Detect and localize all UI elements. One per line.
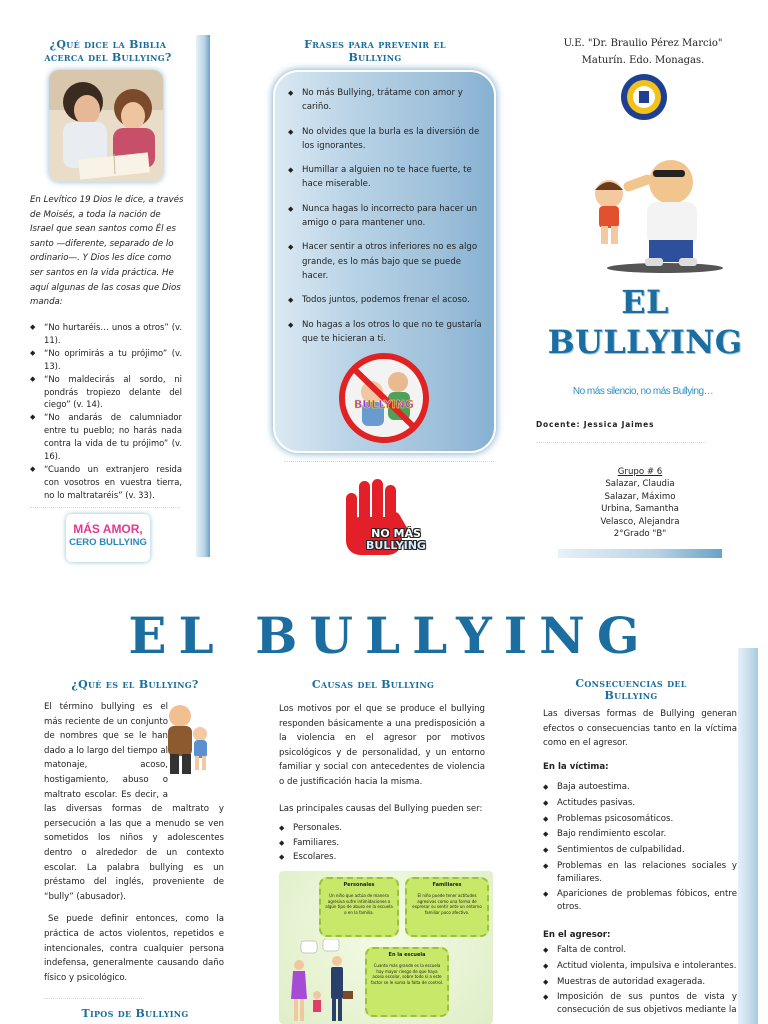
page-banner: EL BULLYING <box>128 606 652 665</box>
panel1-divider <box>30 507 180 508</box>
list-item: ◆ Escolares. <box>279 850 479 865</box>
group-member: Velasco, Alejandra <box>600 516 680 527</box>
causas-diagram <box>279 871 493 1024</box>
group-member: Salazar, Máximo <box>604 491 676 502</box>
list-item: ◆ Problemas psicosomáticos. <box>543 813 737 826</box>
list-item: ◆ Personales. <box>279 821 479 836</box>
logo-line1: MÁS AMOR, <box>73 522 143 536</box>
mas-amor-logo <box>66 514 150 562</box>
diagram-box-familiares <box>405 877 489 937</box>
group-member: Urbina, Samantha <box>601 504 679 515</box>
list-item: ◆ No más Bullying, trátame con amor y cariño. <box>288 86 483 115</box>
group-title: Grupo # 6 <box>617 467 663 477</box>
teacher-name: Docente: Jessica Jaimes <box>536 420 655 429</box>
list-item: ◆ Muestras de autoridad exagerada. <box>543 976 737 989</box>
list-item: ◆ Bajo rendimiento escolar. <box>543 828 737 841</box>
diagram-box-text: El niño puede tener actitudes agresivas como una forma de expresar su sentir ante un entorno familiar poco afectivo. <box>412 893 482 915</box>
diagram-box-escuela <box>365 947 449 1017</box>
diagram-box-title: En la escuela <box>388 952 426 958</box>
list-item: ◆ “No hurtaréis… unos a otros” (v. 11). <box>30 321 182 347</box>
list-item: ◆ Todos juntos, podemos frenar el acoso. <box>288 293 483 307</box>
bullying-line: BULLYING <box>366 539 426 552</box>
list-item: ◆ Sentimientos de culpabilidad. <box>543 844 737 857</box>
diagram-box-title: Personales <box>343 882 375 888</box>
agresor-title: En el agresor: <box>543 930 611 940</box>
list-item: ◆ “Cuando un extranjero resida con vosotros en vuestra tierra, no lo maltrataréis” (v. 33). <box>30 463 182 502</box>
slogan: No más silencio, no más Bullying… <box>572 386 714 397</box>
list-item: ◆ Actitud violenta, impulsiva e intolerantes. <box>543 960 737 973</box>
causas-title: Causas del Bullying <box>311 678 435 691</box>
que-es-paragraph1: El término bullying es el más reciente de un conjunto de nombres que se le han dado a lo largo del tiempo al matonaje, acoso, hostigamiento, abuso o maltrato escolar. Es decir, a las diversas formas de maltrato y persecución a las que a menudo se ven sometidos los niños y adolescentes dentro o alrededor de un contexto escolar. La palabra bullying es un préstamo del inglés, proveniente de “bully” (abusador). <box>44 702 224 902</box>
panel1-side-bar <box>196 35 210 557</box>
agresor-list <box>543 944 737 1017</box>
group-member: Salazar, Claudia <box>605 479 675 490</box>
right-side-bar <box>738 648 758 1024</box>
list-item: ◆ Imposición de sus puntos de vista y consecución de sus objetivos mediante la <box>543 991 737 1016</box>
sign-label: BULLYING <box>354 398 414 411</box>
list-item: ◆ Humillar a alguien no te hace fuerte, te hace miserable. <box>288 163 483 192</box>
panel1-intro: En Levítico 19 Dios le dice, a través de Moisés, a toda la nación de Israel que sean santos como Él es santo —diferente, separado de lo ordinario—. Y Dios les dice como ser santos en la vida práctica. He aquí algunas de las cosas que Dios manda: <box>30 195 184 308</box>
no-mas-bullying-label <box>352 528 440 552</box>
cover-title-line1: EL <box>621 283 669 321</box>
diagram-box-text: Cuanto más grande es la escuela hay mayor riesgo de que haya acoso escolar, sobre todo si a este factor se le suma la falta de control. <box>370 963 444 985</box>
panel2-title: Frases para prevenir el Bullying <box>304 38 446 64</box>
diagram-box-personales <box>319 877 399 937</box>
school-name: U.E. "Dr. Braulio Pérez Marcio" <box>563 38 723 49</box>
group-grade: 2°Grado "B" <box>613 529 667 540</box>
panel3-bottom-bar <box>558 549 722 558</box>
bully-cartoon <box>583 150 723 274</box>
que-es-title: ¿Qué es el Bullying? <box>71 678 199 691</box>
causas-paragraph1: Los motivos por el que se produce el bullying responden básicamente a una predisposición a la violencia en el agresor por motivos psicológicos y de personalidad, y un entorno familiar y social con antecedentes de violencia o de justificación hacia la misma. <box>279 704 485 787</box>
causas-paragraph2: Las principales causas del Bullying pueden ser: <box>279 804 483 814</box>
que-es-text <box>44 700 224 985</box>
consecuencias-intro: Las diversas formas de Bullying generan efectos o consecuencias tanto en la víctima como en el agresor. <box>543 709 737 749</box>
list-item: ◆ Falta de control. <box>543 944 737 957</box>
list-item: ◆ “No oprimirás a tu prójimo” (v. 13). <box>30 347 182 373</box>
diagram-box-title: Familiares <box>432 882 462 888</box>
victima-list <box>543 781 737 913</box>
list-item: ◆ Familiares. <box>279 836 479 851</box>
phrases-list <box>288 86 483 346</box>
diagram-box-text: Un niño que actúa de manera agresiva sufre intimidaciones o algún tipo de abuso en la escuela o en la familia. <box>325 893 393 915</box>
list-item: ◆ Hacer sentir a otros inferiores no es algo grande, es lo más bajo que se puede hacer. <box>288 240 483 283</box>
panel1-title: ¿Qué dice la Biblia acerca del Bullying? <box>44 38 172 64</box>
bible-reading-photo <box>49 70 163 182</box>
school-city: Maturín. Edo. Monagas. <box>581 55 705 66</box>
panel3-divider <box>536 442 706 443</box>
cover-title-line2: BULLYING <box>547 323 743 361</box>
logo-line2: CERO BULLYING <box>69 537 147 548</box>
list-item: ◆ Problemas en las relaciones sociales y familiares. <box>543 860 737 885</box>
list-item: ◆ No olvides que la burla es la diversión de los ignorantes. <box>288 125 483 154</box>
list-item: ◆ Nunca hagas lo incorrecto para hacer un amigo o para mantener uno. <box>288 202 483 231</box>
que-es-paragraph2: Se puede definir entonces, como la práctica de actos violentos, repetidos e intencionales, contra cualquier persona indefensa, generalmente causando daño físico y psicológico. <box>44 914 224 983</box>
no-mas-line: NO MÁS <box>371 527 421 540</box>
causas-list <box>279 821 479 865</box>
victima-title: En la víctima: <box>543 762 609 772</box>
bible-verses-list <box>30 321 182 502</box>
list-item: ◆ Actitudes pasivas. <box>543 797 737 810</box>
que-es-divider <box>44 998 144 999</box>
diagram-people-illustration <box>281 939 361 1024</box>
list-item: ◆ “No andarás de calumniador entre tu pueblo; no harás nada contra la vida de tu prójimo” (v. 16). <box>30 411 182 463</box>
tipos-title: Tipos de Bullying <box>81 1007 189 1020</box>
list-item: ◆ Baja autoestima. <box>543 781 737 794</box>
consecuencias-title: Consecuencias del Bullying <box>575 677 687 702</box>
list-item: ◆ No hagas a los otros lo que no te gustaría que te hicieran a ti. <box>288 318 483 347</box>
list-item: ◆ “No maldecirás al sordo, ni pondrás tropiezo delante del ciego” (v. 14). <box>30 373 182 412</box>
group-block <box>560 466 720 540</box>
panel2-divider <box>284 461 494 462</box>
school-seal <box>620 73 668 121</box>
list-item: ◆ Apariciones de problemas fóbicos, entre otros. <box>543 888 737 913</box>
